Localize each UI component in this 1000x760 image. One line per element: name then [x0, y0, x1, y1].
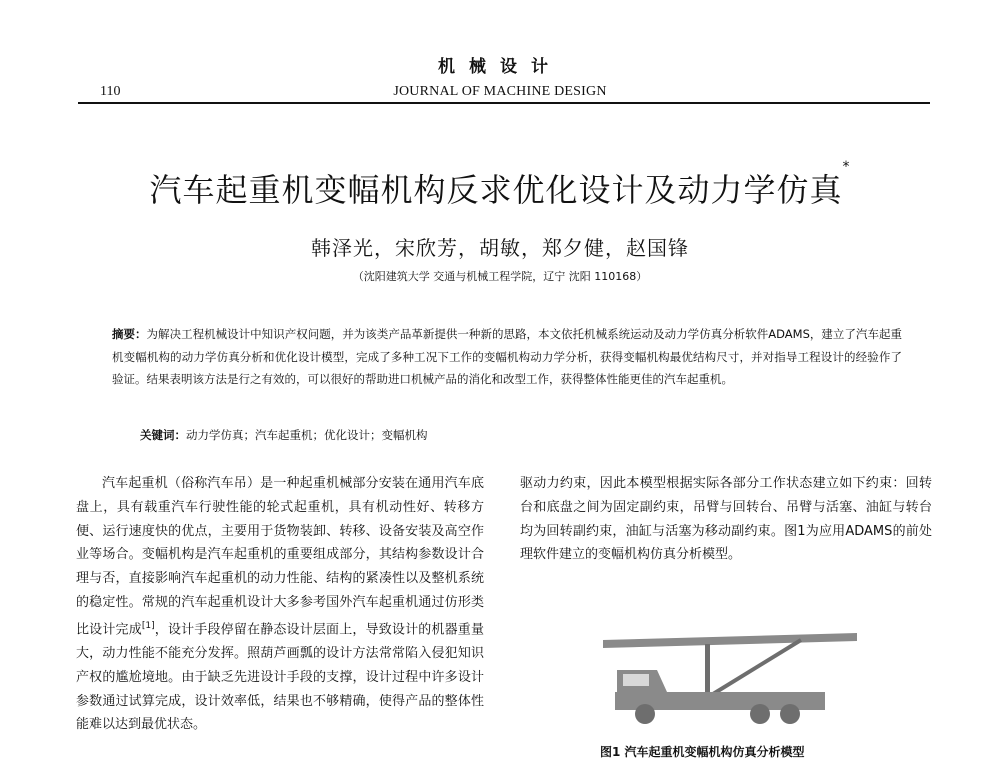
body-right-column: 驱动力约束，因此本模型根据实际各部分工作状态建立如下约束：回转台和底盘之间为固定副约束，吊臂与回转台、吊臂与活塞、油缸与转台均为回转副约束，油缸与活塞为移动副约束。图1为应用ADAMS的前处理软件建立的变幅机构仿真分析模型。 [520, 476, 932, 563]
figure-caption: 图1 汽车起重机变幅机构仿真分析模型 [600, 745, 805, 759]
turntable-post [705, 644, 710, 694]
article-title-text: 汽车起重机变幅机构反求优化设计及动力学仿真 [149, 171, 843, 209]
journal-english-title: JOURNAL OF MACHINE DESIGN [393, 84, 607, 99]
abstract [112, 323, 902, 391]
page-number: 110 [100, 84, 121, 99]
wheel [635, 704, 655, 724]
wheel [780, 704, 800, 724]
affiliation: （沈阳建筑大学 交通与机械工程学院，辽宁 沈阳 110168） [352, 270, 648, 283]
title-footnote-mark: * [842, 159, 851, 175]
author-list: 韩泽光，宋欣芳，胡敏，郑夕健，赵国锋 [311, 236, 689, 260]
wheel [750, 704, 770, 724]
cab-window [623, 674, 649, 686]
keywords-label: 关键词： [140, 428, 186, 442]
crane-boom [603, 633, 857, 648]
keywords-text: 动力学仿真；汽车起重机；优化设计；变幅机构 [186, 428, 428, 442]
crane-truck-illustration [595, 632, 895, 732]
luffing-cylinder [713, 640, 801, 694]
figure-crane-model [595, 632, 895, 732]
article-title [0, 159, 1000, 211]
citation-ref: [1] [141, 620, 155, 631]
body-left-text-2: ，设计手段停留在静态设计层面上，导致设计的机器重量大，动力性能不能充分发挥。照葫芦画瓢的设计方法常常陷入侵犯知识产权的尴尬境地。由于缺乏先进设计手段的支撑，设计过程中许多设计参数通过试算完成，设计效率低，结果也不够精确，使得产品的整体性能难以达到最优状态。 [76, 622, 484, 733]
body-left-column [76, 472, 484, 759]
keywords [140, 427, 428, 443]
abstract-text: 为解决工程机械设计中知识产权问题，并为该类产品革新提供一种新的思路，本文依托机械系统运动及动力学仿真分析软件ADAMS，建立了汽车起重机变幅机构的动力学仿真分析和优化设计模型，完成了多种工况下工作的变幅机构动力学分析，获得变幅机构最优结构尺寸，并对指导工程设计的经验作了验证。结果表明该方法是行之有效的，可以很好的帮助进口机械产品的消化和改型工作，获得整体性能更佳的汽车起重机。 [112, 327, 902, 386]
header-rule [78, 102, 930, 104]
body-left-text-1: 汽车起重机（俗称汽车吊）是一种起重机械部分安装在通用汽车底盘上，具有载重汽车行驶性能的轮式起重机，具有机动性好、转移方便、运行速度快的优点，主要用于货物装卸、转移、设备安装及高空作业等场合。变幅机构是汽车起重机的重要组成部分，其结构参数设计合理与否，直接影响汽车起重机的动力性能、结构的紧凑性以及整机系统的稳定性。常规的汽车起重机设计大多参考国外汽车起重机通过仿形类比设计完成 [76, 476, 484, 638]
abstract-label: 摘要： [112, 327, 147, 341]
journal-chinese-title: 机械设计 [438, 57, 562, 77]
